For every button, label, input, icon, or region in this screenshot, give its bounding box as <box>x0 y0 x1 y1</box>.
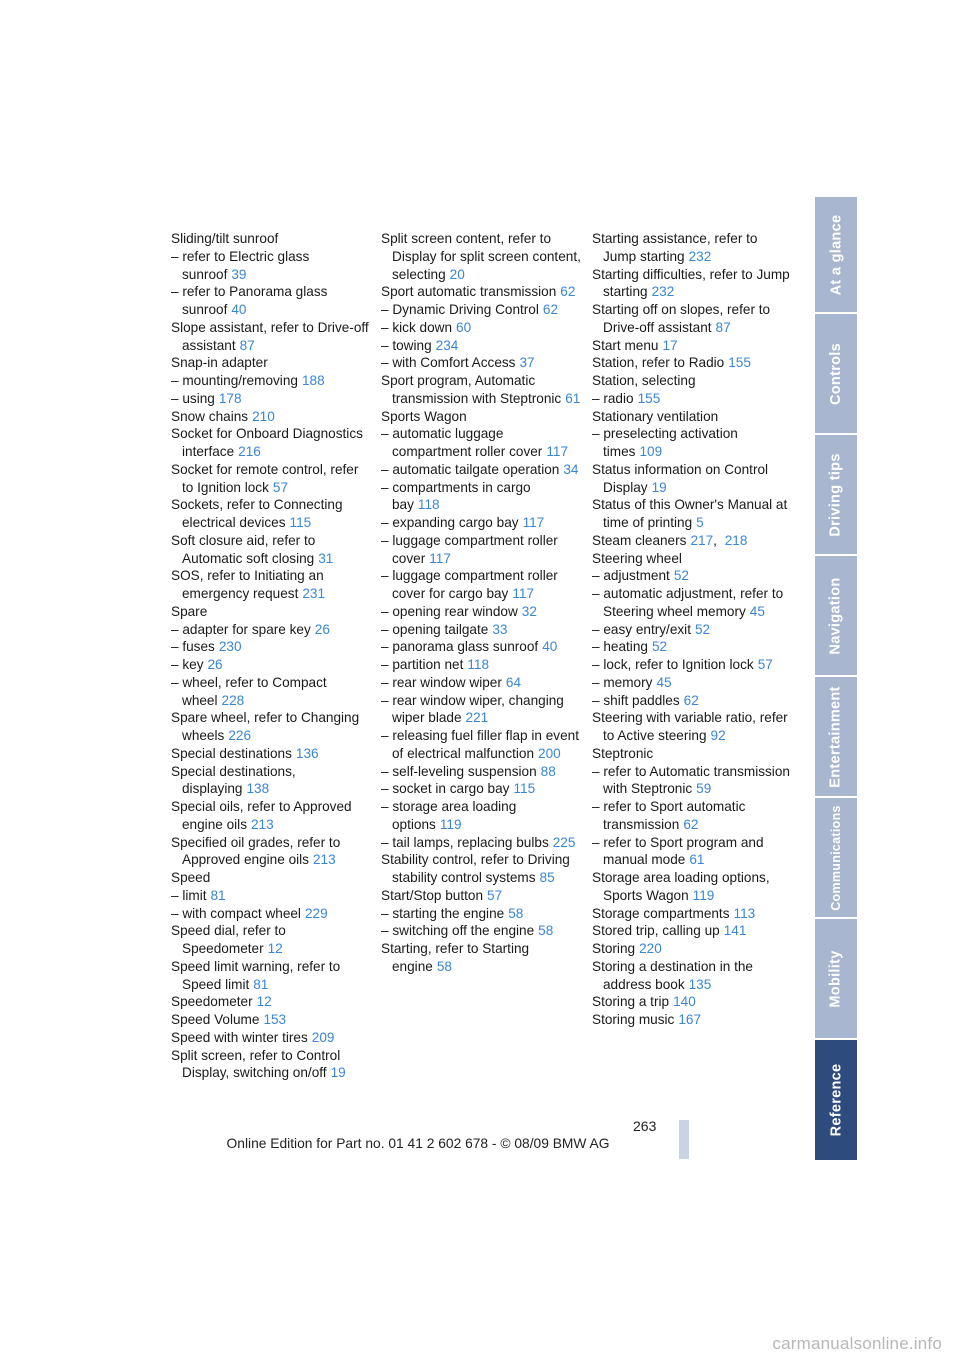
entry-text: Storing <box>592 941 636 956</box>
page-ref-link[interactable]: 19 <box>651 479 667 495</box>
index-entry <box>171 887 371 905</box>
entry-text: – fuses <box>171 639 215 655</box>
entry-text: – using <box>171 390 215 406</box>
page-ref-link[interactable]: 115 <box>289 515 312 530</box>
entry-text: – limit <box>171 887 207 903</box>
page-ref-link[interactable]: 117 <box>522 515 545 530</box>
index-entry <box>381 567 581 603</box>
entry-text: Socket for Onboard Diagnostics interface <box>171 426 363 459</box>
entry-text: – lock, refer to Ignition lock <box>592 657 754 672</box>
entry-text: Starting, refer to Starting engine <box>381 941 530 974</box>
entry-text: Sport automatic transmission <box>381 284 557 300</box>
index-entry <box>381 727 581 763</box>
page-ref-link[interactable]: 136 <box>295 745 319 761</box>
page-ref-link[interactable]: 232 <box>688 248 712 264</box>
entry-text: – refer to Sport automatic transmission <box>592 799 746 832</box>
entry-text: – starting the engine <box>381 905 505 921</box>
index-entry <box>592 834 792 870</box>
entry-text: Slope assistant, refer to Drive-off assistant <box>171 319 369 353</box>
index-column-1 <box>171 230 371 1082</box>
page-ref-link[interactable]: 5 <box>696 515 704 530</box>
page-ref-link[interactable]: 60 <box>456 319 472 335</box>
page-ref-link[interactable]: 19 <box>330 1065 346 1081</box>
page-ref-link[interactable]: 81 <box>210 887 226 903</box>
index-entry <box>381 834 581 852</box>
entry-text: Sliding/tilt sunroof <box>171 231 279 246</box>
index-entry <box>592 372 792 390</box>
index-entry <box>381 922 581 940</box>
entry-text: – self-leveling suspension <box>381 763 537 779</box>
entry-text: Speed <box>171 870 211 885</box>
entry-text: – preselecting activation times <box>592 426 738 459</box>
index-entry <box>171 958 371 994</box>
entry-text: Steering with variable ratio, refer to Active steering <box>592 710 788 743</box>
index-entry <box>171 354 371 372</box>
page-ref-link[interactable]: 58 <box>436 958 452 974</box>
index-entry <box>381 319 581 337</box>
page-ref-link[interactable]: 141 <box>723 923 747 939</box>
entry-text: – releasing fuel filler flap in event of electrical malfunction <box>381 728 579 761</box>
tab-controls[interactable]: Controls <box>815 314 857 433</box>
entry-text: Starting difficulties, refer to Jump starting <box>592 266 790 300</box>
page-ref-link[interactable]: 138 <box>246 781 270 797</box>
index-entry <box>171 425 371 461</box>
index-entry <box>592 496 792 532</box>
page-ref-link[interactable]: 37 <box>519 355 535 371</box>
index-entry <box>171 532 371 568</box>
index-entry <box>171 763 371 799</box>
entry-text: Storing music <box>592 1012 675 1027</box>
entry-text: – easy entry/exit <box>592 621 691 637</box>
index-entry <box>381 337 581 355</box>
page-ref-link[interactable]: 113 <box>733 905 756 921</box>
tab-driving-tips[interactable]: Driving tips <box>815 435 857 554</box>
entry-text: Starting off on slopes, refer to Drive-off assistant <box>592 302 771 335</box>
page-ref-link[interactable]: 57 <box>272 479 289 495</box>
index-entry <box>171 798 371 834</box>
index-entry <box>171 709 371 745</box>
page-ref-link[interactable]: 59 <box>696 781 712 797</box>
index-entry <box>171 408 371 426</box>
entry-text: Split screen, refer to Control Display, switching on/off <box>171 1047 341 1081</box>
entry-text: – panorama glass sunroof <box>381 639 539 655</box>
entry-text: Steering wheel <box>592 550 682 566</box>
index-entry <box>381 230 581 283</box>
index-entry <box>381 532 581 568</box>
entry-text: Storing a trip <box>592 994 670 1010</box>
entry-text: Storage area loading options, Sports Wagon <box>592 870 770 903</box>
index-entry <box>171 674 371 710</box>
page-ref-link[interactable]: 118 <box>467 657 490 672</box>
index-entry <box>592 390 792 408</box>
page-ref-link[interactable]: 229 <box>304 905 328 921</box>
page-ref-link[interactable]: 119 <box>439 816 462 832</box>
page-ref-link[interactable]: 62 <box>683 692 699 708</box>
entry-text: Starting assistance, refer to Jump starting <box>592 231 758 264</box>
entry-text: – automatic adjustment, refer to Steering wheel memory <box>592 586 784 619</box>
page-ref-link[interactable]: 20 <box>449 266 465 282</box>
entry-text: – key <box>171 657 204 672</box>
page-ref-link[interactable]: 210 <box>252 408 275 424</box>
index-entry <box>381 851 581 887</box>
tab-communications[interactable]: Communications <box>815 798 857 917</box>
entry-text: Spare <box>171 603 208 619</box>
index-entry <box>171 993 371 1011</box>
page-ref-link[interactable]: 221 <box>465 710 489 726</box>
entry-text: Split screen content, refer to Display for split screen content, selecting <box>381 231 581 282</box>
index-entry <box>171 656 371 674</box>
index-entry <box>381 692 581 728</box>
entry-text: Storage compartments <box>592 905 730 921</box>
page-ref-link[interactable]: 209 <box>311 1029 335 1045</box>
index-entry <box>381 283 581 301</box>
page-ref-link[interactable]: 155 <box>637 390 661 406</box>
index-entry <box>381 425 581 461</box>
tab-at-a-glance[interactable]: At a glance <box>815 197 857 312</box>
entry-text: – heating <box>592 639 648 655</box>
entry-text: Stability control, refer to Driving stability control systems <box>381 852 570 885</box>
page-ref-link[interactable]: 88 <box>540 763 556 779</box>
index-entry <box>171 1029 371 1047</box>
page-ref-link[interactable]: 217 <box>690 532 714 548</box>
index-entry <box>171 869 371 887</box>
index-entry <box>171 745 371 763</box>
index-entry <box>171 372 371 390</box>
page-ref-link[interactable]: 87 <box>715 319 731 335</box>
index-entry <box>592 763 792 799</box>
entry-text: – adjustment <box>592 568 670 584</box>
index-entry <box>592 869 792 905</box>
page-ref-link[interactable]: 85 <box>539 870 555 885</box>
entry-text: – Dynamic Driving Control <box>381 302 539 317</box>
index-entry <box>171 1011 371 1029</box>
index-entry <box>592 266 792 302</box>
entry-text: Start menu <box>592 337 659 353</box>
page-ref-link[interactable]: 61 <box>565 390 581 406</box>
page-ref-link[interactable]: 40 <box>542 639 558 655</box>
index-entry <box>171 638 371 656</box>
entry-text: – opening tailgate <box>381 621 489 637</box>
index-entry <box>592 425 792 461</box>
entry-text: – storage area loading options <box>381 799 517 832</box>
entry-text: – radio <box>592 390 634 406</box>
entry-text: Snow chains <box>171 408 249 424</box>
entry-text: Speed limit warning, refer to Speed limit <box>171 958 341 992</box>
page-ref-link[interactable]: 34 <box>563 461 579 477</box>
page-ref-link[interactable]: 26 <box>207 657 223 672</box>
index-entry <box>381 656 581 674</box>
page-ref-link[interactable]: 200 <box>538 745 561 761</box>
page-ref-link[interactable]: 32 <box>521 603 537 619</box>
page-ref-link[interactable]: 178 <box>218 390 242 406</box>
index-entry <box>592 692 792 710</box>
entry-text: – refer to Electric glass sunroof <box>171 248 310 282</box>
page-ref-link[interactable]: 119 <box>692 887 715 903</box>
page-ref-link[interactable]: 45 <box>749 603 765 619</box>
index-entry <box>381 514 581 532</box>
index-entry <box>592 567 792 585</box>
index-entry <box>381 763 581 781</box>
entry-text: – partition net <box>381 657 464 672</box>
entry-text: – tail lamps, replacing bulbs <box>381 834 549 850</box>
entry-text: – refer to Sport program and manual mode <box>592 834 764 868</box>
page-ref-link[interactable]: 234 <box>435 337 459 353</box>
page-ref-link[interactable]: 153 <box>263 1012 287 1027</box>
index-entry <box>592 301 792 337</box>
index-entry <box>381 479 581 515</box>
page-ref-link[interactable]: 117 <box>429 550 451 566</box>
page-ref-link[interactable]: 61 <box>689 852 705 868</box>
entry-text: Special oils, refer to Approved engine oils <box>171 799 352 832</box>
entry-text: – refer to Panorama glass sunroof <box>171 284 328 317</box>
entry-text: Sport program, Automatic transmission with Steptronic <box>381 373 562 406</box>
page-ref-link[interactable]: 232 <box>651 284 675 300</box>
index-entry <box>592 745 792 763</box>
index-entry <box>381 354 581 372</box>
entry-text: Special destinations <box>171 745 292 761</box>
index-entry <box>592 550 792 568</box>
tab-reference[interactable]: Reference <box>815 1040 857 1160</box>
index-entry <box>592 940 792 958</box>
entry-text: – adapter for spare key <box>171 621 311 637</box>
index-entry <box>592 585 792 621</box>
page-ref-link[interactable]: 213 <box>251 816 274 832</box>
entry-text: Speed with winter tires <box>171 1029 308 1045</box>
page-ref-link[interactable]: 40 <box>231 302 247 317</box>
entry-text: SOS, refer to Initiating an emergency request <box>171 568 324 601</box>
entry-text: Steam cleaners <box>592 532 687 548</box>
index-entry <box>381 372 581 408</box>
index-entry <box>381 461 581 479</box>
index-entry <box>171 319 371 355</box>
index-entry <box>171 922 371 958</box>
entry-text: – wheel, refer to Compact wheel <box>171 674 327 708</box>
index-entry <box>381 780 581 798</box>
index-entry <box>171 621 371 639</box>
entry-text: Storing a destination in the address book <box>592 958 753 992</box>
index-entry <box>171 834 371 870</box>
entry-text: Status of this Owner's Manual at time of printing <box>592 497 788 530</box>
page-ref-link[interactable]: 52 <box>694 621 711 637</box>
entry-text: – refer to Automatic transmission with Steptronic <box>592 763 790 797</box>
page-ref-link[interactable]: 52 <box>673 568 689 584</box>
page-ref-link[interactable]: 188 <box>301 373 325 388</box>
entry-text: – luggage compartment roller cover for cargo bay <box>381 568 558 601</box>
index-entry <box>171 496 371 532</box>
page-ref-link[interactable]: 216 <box>238 444 261 459</box>
page-ref-link[interactable]: 58 <box>538 923 554 939</box>
page-ref-link[interactable]: 220 <box>639 941 662 956</box>
page-number: 263 <box>633 1118 657 1134</box>
page-ref-link[interactable]: 64 <box>505 674 522 690</box>
entry-text: – with compact wheel <box>171 905 301 921</box>
page-ref-link[interactable]: 115 <box>513 781 536 797</box>
index-entry <box>381 638 581 656</box>
entry-text: – socket in cargo bay <box>381 781 510 797</box>
page-ref-link[interactable]: 87 <box>239 337 255 353</box>
index-entry <box>592 354 792 372</box>
entry-text: Speedometer <box>171 994 253 1010</box>
section-tabs <box>815 197 857 1162</box>
index-entry <box>171 1047 371 1083</box>
entry-text: Start/Stop button <box>381 887 484 903</box>
entry-text: Special destinations, displaying <box>171 763 296 797</box>
page-ref-link[interactable]: 62 <box>542 302 559 317</box>
entry-text: – shift paddles <box>592 692 680 708</box>
entry-text: – kick down <box>381 319 453 335</box>
page-ref-separator: , <box>713 532 721 548</box>
page-ref-link[interactable]: 135 <box>688 976 712 992</box>
index-entry <box>171 390 371 408</box>
index-entry <box>592 905 792 923</box>
page-ref-link[interactable]: 228 <box>221 692 245 708</box>
index-entry <box>592 656 792 674</box>
page-ref-link[interactable]: 57 <box>757 657 773 672</box>
footer-text: Online Edition for Part no. 01 41 2 602 678 - © 08/09 BMW AG <box>226 1136 610 1151</box>
page-ref-link[interactable]: 155 <box>728 355 751 371</box>
page-ref-link[interactable]: 225 <box>552 834 576 850</box>
page-ref-link[interactable]: 12 <box>256 994 272 1010</box>
index-column-3 <box>592 230 792 1029</box>
index-entry <box>381 603 581 621</box>
entry-text: – memory <box>592 674 653 690</box>
index-entry <box>592 638 792 656</box>
entry-text: Spare wheel, refer to Changing wheels <box>171 710 360 743</box>
entry-text: – luggage compartment roller cover <box>381 532 558 566</box>
entry-text: – opening rear window <box>381 603 518 619</box>
entry-text: – mounting/removing <box>171 373 298 388</box>
index-entry <box>381 940 581 976</box>
page-ref-link[interactable]: 17 <box>662 337 678 353</box>
entry-text: – automatic tailgate operation <box>381 461 560 477</box>
entry-text: Status information on Control Display <box>592 461 769 495</box>
index-entry <box>171 905 371 923</box>
page-ref-link[interactable]: 12 <box>267 941 283 956</box>
entry-text: Speed Volume <box>171 1012 260 1027</box>
page-ref-link[interactable]: 45 <box>656 674 672 690</box>
page-ref-link[interactable]: 92 <box>710 728 726 743</box>
tab-navigation[interactable]: Navigation <box>815 556 857 675</box>
index-entry <box>171 567 371 603</box>
index-entry <box>381 301 581 319</box>
page-ref-link[interactable]: 33 <box>492 621 508 637</box>
page-ref-link[interactable]: 231 <box>302 586 326 601</box>
page-ref-link[interactable]: 62 <box>560 284 576 300</box>
entry-text: Speed dial, refer to Speedometer <box>171 923 286 956</box>
page-ref-link[interactable]: 117 <box>546 444 569 459</box>
index-entry <box>592 1011 792 1029</box>
footer <box>0 1136 960 1151</box>
entry-text: – automatic luggage compartment roller cover <box>381 426 543 459</box>
entry-text: – switching off the engine <box>381 923 535 939</box>
index-entry <box>381 905 581 923</box>
entry-text: Soft closure aid, refer to Automatic soft closing <box>171 532 316 566</box>
index-entry <box>381 674 581 692</box>
entry-text: Sockets, refer to Connecting electrical devices <box>171 497 343 530</box>
page-ref-link[interactable]: 117 <box>512 586 535 601</box>
entry-text: Stationary ventilation <box>592 408 719 424</box>
index-entry <box>171 461 371 497</box>
entry-text: Stored trip, calling up <box>592 923 720 939</box>
index-entry <box>592 461 792 497</box>
page-ref-link[interactable]: 218 <box>724 532 748 548</box>
index-entry <box>592 674 792 692</box>
index-entry <box>592 532 792 550</box>
page-ref-link[interactable]: 226 <box>228 728 252 743</box>
page-ref-link[interactable]: 140 <box>673 994 696 1010</box>
entry-text: Specified oil grades, refer to Approved engine oils <box>171 834 341 868</box>
entry-text: Sports Wagon <box>381 408 467 424</box>
index-entry <box>171 603 371 621</box>
entry-text: Station, refer to Radio <box>592 355 725 371</box>
index-entry <box>592 709 792 745</box>
page-ref-link[interactable]: 167 <box>678 1012 702 1027</box>
page-ref-link[interactable]: 31 <box>318 550 334 566</box>
index-entry <box>381 798 581 834</box>
index-entry <box>171 283 371 319</box>
index-entry <box>592 230 792 266</box>
index-entry <box>171 230 371 248</box>
page-ref-link[interactable]: 62 <box>683 816 699 832</box>
entry-text: – rear window wiper, changing wiper blade <box>381 692 564 726</box>
index-entry <box>592 337 792 355</box>
entry-text: Socket for remote control, refer to Ignition lock <box>171 461 359 495</box>
index-entry <box>592 958 792 994</box>
index-entry <box>381 621 581 639</box>
entry-text: – expanding cargo bay <box>381 515 519 530</box>
index-column-2 <box>381 230 581 976</box>
index-entry <box>592 993 792 1011</box>
page-ref-link[interactable]: 52 <box>651 639 668 655</box>
tab-mobility[interactable]: Mobility <box>815 919 857 1038</box>
index-entry <box>171 248 371 284</box>
page-ref-link[interactable]: 39 <box>231 266 247 282</box>
entry-text: Steptronic <box>592 745 654 761</box>
page-ref-link[interactable]: 109 <box>639 444 663 459</box>
entry-text: Station, selecting <box>592 373 696 388</box>
page-ref-link[interactable]: 57 <box>487 887 503 903</box>
entry-text: – with Comfort Access <box>381 355 516 371</box>
watermark: carmanualsonline.info <box>772 1334 942 1353</box>
index-entry <box>381 887 581 905</box>
index-entry <box>592 922 792 940</box>
page-ref-link[interactable]: 26 <box>314 621 330 637</box>
index-entry <box>592 798 792 834</box>
entry-text: – rear window wiper <box>381 674 502 690</box>
page-ref-link[interactable]: 81 <box>253 976 269 992</box>
entry-text: Snap-in adapter <box>171 355 268 371</box>
page-ref-link[interactable]: 213 <box>312 852 336 868</box>
index-entry <box>381 408 581 426</box>
entry-text: – towing <box>381 337 432 353</box>
index-entry <box>592 621 792 639</box>
index-entry <box>592 408 792 426</box>
page-ref-link[interactable]: 58 <box>508 905 524 921</box>
tab-entertainment[interactable]: Entertainment <box>815 677 857 796</box>
page-ref-link[interactable]: 230 <box>218 639 242 655</box>
page-ref-link[interactable]: 118 <box>417 497 440 513</box>
entry-text: – compartments in cargo bay <box>381 479 531 513</box>
